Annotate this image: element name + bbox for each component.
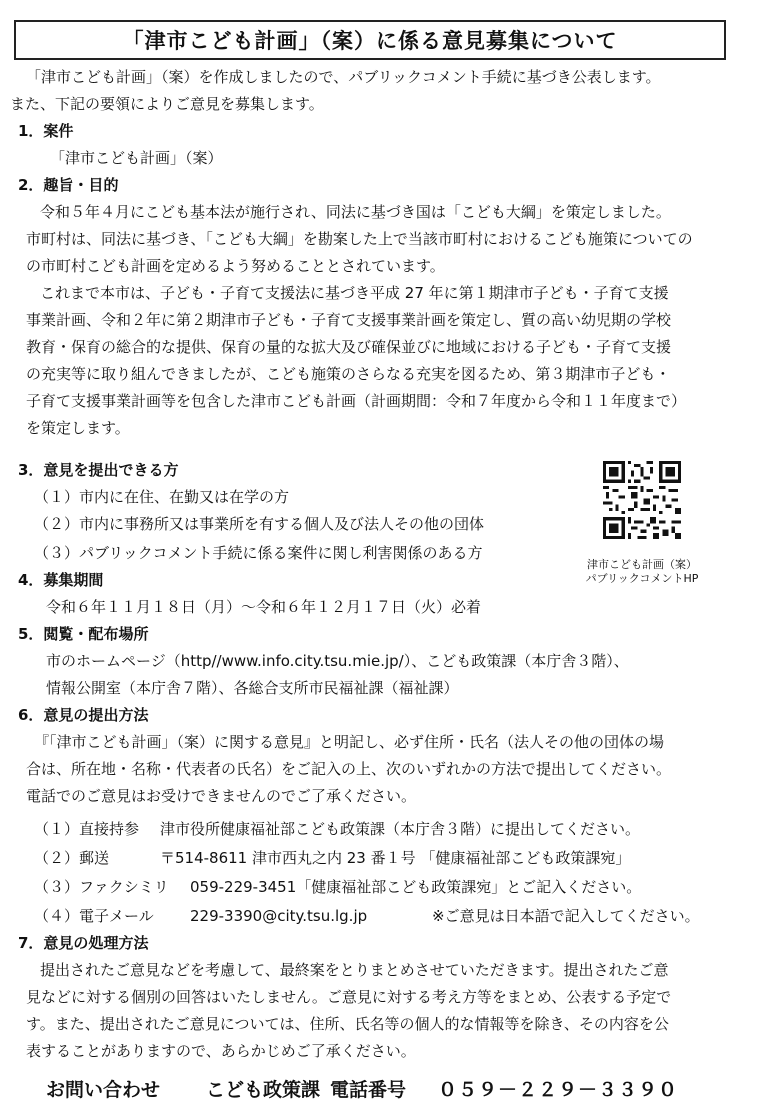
section-7-heading: 7．意見の処理方法: [18, 934, 149, 952]
contact-label: お問い合わせ: [46, 1079, 161, 1101]
intro-line-1: 「津市こども計画」（案）を作成しましたので、パブリックコメント手続に基づき公表します。: [26, 68, 661, 86]
section-6-line: 電話でのご意見はお受けできませんのでご了承ください。: [26, 787, 417, 805]
method-label: （１）直接持参: [34, 820, 140, 838]
section-5-line: 市のホームページ（http//www.info.city.tsu.mie.jp/）、こども政策課（本庁舎３階）、: [46, 652, 629, 670]
section-4-heading: 4．募集期間: [18, 571, 104, 589]
email-link[interactable]: 229-3390@city.tsu.lg.jp: [190, 907, 368, 925]
method-label: （２）郵送: [34, 849, 110, 867]
section-2-line: の市町村こども計画を定めるよう努めることとされています。: [26, 257, 445, 275]
section-7-line: 表することがありますので、あらかじめご了承ください。: [26, 1042, 416, 1060]
method-label: （４）電子メール: [34, 907, 154, 925]
method-text: 津市役所健康福祉部こども政策課（本庁舎３階）に提出してください。: [160, 820, 641, 838]
section-3-item: （１）市内に在住、在勤又は在学の方: [34, 488, 290, 506]
section-3-heading: 3．意見を提出できる方: [18, 461, 179, 479]
method-label: （３）ファクシミリ: [34, 878, 169, 896]
section-2-line: 子育て支援事業計画等を包含した津市こども計画（計画期間：令和７年度から令和１１年度まで）: [26, 392, 687, 410]
section-3-item: （３）パブリックコメント手続に係る案件に関し利害関係のある方: [34, 544, 483, 562]
section-2-line: 教育・保育の総合的な提供、保育の量的な拡大及び確保並びに地域における子ども・子育て支援: [26, 338, 672, 356]
section-6-line: 合は、所在地・名称・代表者の氏名）をご記入の上、次のいずれかの方法で提出してください。: [26, 760, 672, 778]
section-5-heading: 5．閲覧・配布場所: [18, 625, 149, 643]
section-2-line: を策定します。: [26, 419, 130, 437]
method-text: 〒514-8611 津市西丸之内 23 番１号 「健康福祉部こども政策課宛」: [160, 849, 631, 867]
section-5-line: 情報公開室（本庁舎７階）、各総合支所市民福祉課（福祉課）: [46, 679, 459, 697]
qr-code-icon[interactable]: [603, 461, 681, 539]
section-1-heading: 1．案件: [18, 122, 74, 140]
section-1-body: 「津市こども計画」（案）: [50, 149, 223, 167]
contact-tel-label: 電話番号: [330, 1079, 407, 1101]
section-7-line: 提出されたご意見などを考慮して、最終案をとりまとめさせていただきます。提出されたご意: [40, 961, 669, 979]
section-7-line: 見などに対する個別の回答はいたしません。ご意見に対する考え方等をまとめ、公表する予定で: [26, 988, 672, 1006]
contact-dept: こども政策課: [206, 1079, 321, 1101]
section-2-line: の充実等に取り組んできましたが、こども施策のさらなる充実を図るため、第３期津市子ども・: [26, 365, 671, 383]
section-6-heading: 6．意見の提出方法: [18, 706, 149, 724]
qr-caption-line-2: パブリックコメントHP: [585, 572, 699, 585]
section-4-body: 令和６年１１月１８日（月）～令和６年１２月１７日（火）必着: [46, 598, 482, 616]
section-2-line: これまで本市は、子ども・子育て支援法に基づき平成 27 年に第１期津市子ども・子育て支援: [40, 284, 669, 302]
section-6-line: 『「津市こども計画」（案）に関する意見』と明記し、必ず住所・氏名（法人その他の団体の場: [34, 733, 665, 751]
section-2-heading: 2．趣旨・目的: [18, 176, 119, 194]
section-7-line: す。また、提出されたご意見については、住所、氏名等の個人的な情報等を除き、その内容を公: [26, 1015, 669, 1033]
section-2-line: 令和５年４月にこども基本法が施行され、同法に基づき国は「こども大綱」を策定しました。: [40, 203, 671, 221]
method-note: ※ご意見は日本語で記入してください。: [432, 907, 700, 925]
page-title: 「津市こども計画」（案）に係る意見募集について: [14, 20, 726, 60]
method-text: 059-229-3451「健康福祉部こども政策課宛」とご記入ください。: [190, 878, 642, 896]
section-2-line: 事業計画、令和２年に第２期津市子ども・子育て支援事業計画を策定し、質の高い幼児期の学校: [26, 311, 672, 329]
intro-line-2: また、下記の要領によりご意見を募集します。: [10, 95, 324, 113]
section-3-item: （２）市内に事務所又は事業所を有する個人及び法人その他の団体: [34, 515, 485, 533]
qr-caption-line-1: 津市こども計画（案）: [587, 558, 697, 571]
section-2-line: 市町村は、同法に基づき、「こども大綱」を勘案した上で当該市町村におけるこども施策についての: [26, 230, 693, 248]
contact-tel[interactable]: ０５９－２２９－３３９０: [438, 1079, 679, 1101]
